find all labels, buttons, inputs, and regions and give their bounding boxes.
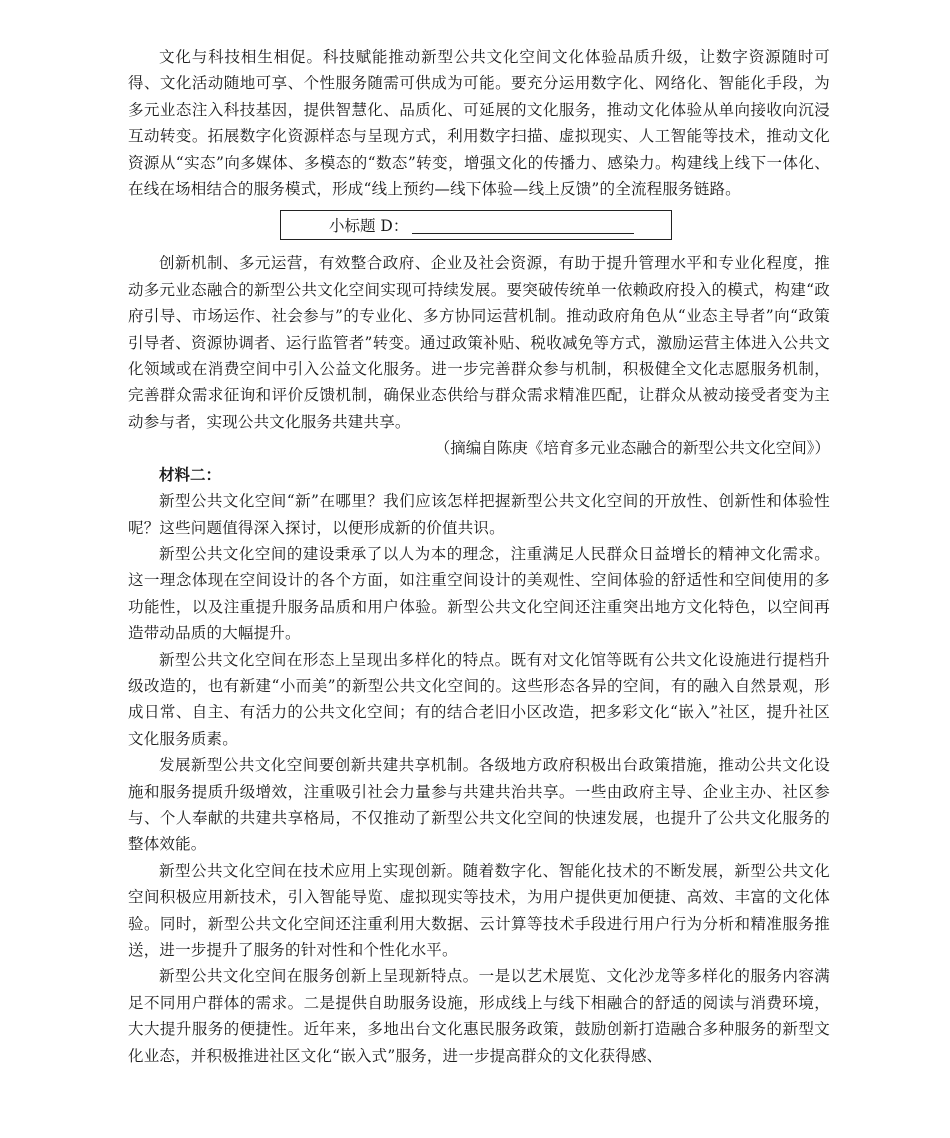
paragraph-people-oriented: 新型公共文化空间的建设秉承了以人为本的理念，注重满足人民群众日益增长的精神文化需求。这一理念体现在空间设计的各个方面，如注重空间设计的美观性、空间体验的舒适性和空间使用的多功能性，以及注重提升服务品质和用户体验。新型公共文化空间还注重突出地方文化特色，以空间再造带动品质的大幅提升。 — [128, 544, 830, 643]
paragraph-diverse-forms: 新型公共文化空间在形态上呈现出多样化的特点。既有对文化馆等既有公共文化设施进行提档升级改造的，也有新建“小而美”的新型公共文化空间的。这些形态各异的空间，有的融入自然景观，形成日常、自主、有活力的公共文化空间；有的结合老旧小区改造，把多彩文化“嵌入”社区，提升社区文化服务质素。 — [128, 650, 830, 748]
paragraph-innovation-mechanism: 创新机制、多元运营，有效整合政府、企业及社会资源，有助于提升管理水平和专业化程度，推动多元业态融合的新型公共文化空间实现可持续发展。要突破传统单一依赖政府投入的模式，构建“政府引导、市场运作、社会参与”的专业化、多方协同运营机制。推动政府角色从“业态主导者”向“政策引导者、资源协调者、运行监管者”转变。通过政策补贴、税收减免等方式，激励运营主体进入公共文化领域或在消费空间中引入公益文化服务。进一步完善群众参与机制，积极健全文化志愿服务机制，完善群众需求征询和评价反馈机制，确保业态供给与群众需求精准匹配，让群众从被动接受者变为主动参与者，实现公共文化服务共建共享。 — [128, 254, 830, 431]
source-citation: （摘编自陈庚《培育多元业态融合的新型公共文化空间》） — [434, 439, 830, 458]
paragraph-co-build-mechanism: 发展新型公共文化空间要创新共建共享机制。各级地方政府积极出台政策措施，推动公共文化设施和服务提质升级增效，注重吸引社会力量参与共建共治共享。一些由政府主导、企业主办、社区参与、个人奉献的共建共享格局，不仅推动了新型公共文化空间的快速发展，也提升了公共文化服务的整体效能。 — [128, 756, 830, 854]
section-title-material-two: 材料二： — [159, 465, 222, 484]
subheading-label: 小标题 D： — [329, 217, 409, 236]
subheading-blank-line — [412, 216, 634, 234]
subheading-box-d — [280, 210, 672, 240]
paragraph-technology-application: 新型公共文化空间在技术应用上实现创新。随着数字化、智能化技术的不断发展，新型公共文化空间积极应用新技术，引入智能导览、虚拟现实等技术，为用户提供更加便捷、高效、丰富的文化体验。同时，新型公共文化空间还注重利用大数据、云计算等技术手段进行用户行为分析和精准服务推送，进一步提升了服务的针对性和个性化水平。 — [128, 861, 830, 959]
paragraph-service-innovation: 新型公共文化空间在服务创新上呈现新特点。一是以艺术展览、文化沙龙等多样化的服务内容满足不同用户群体的需求。二是提供自助服务设施，形成线上与线下相融合的舒适的阅读与消费环境，大大提升服务的便捷性。近年来，多地出台文化惠民服务政策，鼓励创新打造融合多种服务的新型文化业态，并积极推进社区文化“嵌入式”服务，进一步提高群众的文化获得感、 — [128, 967, 830, 1065]
paragraph-new-question: 新型公共文化空间“新”在哪里？我们应该怎样把握新型公共文化空间的开放性、创新性和体验性呢？这些问题值得深入探讨，以便形成新的价值共识。 — [128, 492, 830, 537]
paragraph-tech-culture: 文化与科技相生相促。科技赋能推动新型公共文化空间文化体验品质升级，让数字资源随时可得、文化活动随地可享、个性服务随需可供成为可能。要充分运用数字化、网络化、智能化手段，为多元业态注入科技基因，提供智慧化、品质化、可延展的文化服务，推动文化体验从单向接收向沉浸互动转变。拓展数字化资源样态与呈现方式，利用数字扫描、虚拟现实、人工智能等技术，推动文化资源从“实态”向多媒体、多模态的“数态”转变，增强文化的传播力、感染力。构建线上线下一体化、在线在场相结合的服务模式，形成“线上预约—线下体验—线上反馈”的全流程服务链路。 — [128, 48, 830, 199]
